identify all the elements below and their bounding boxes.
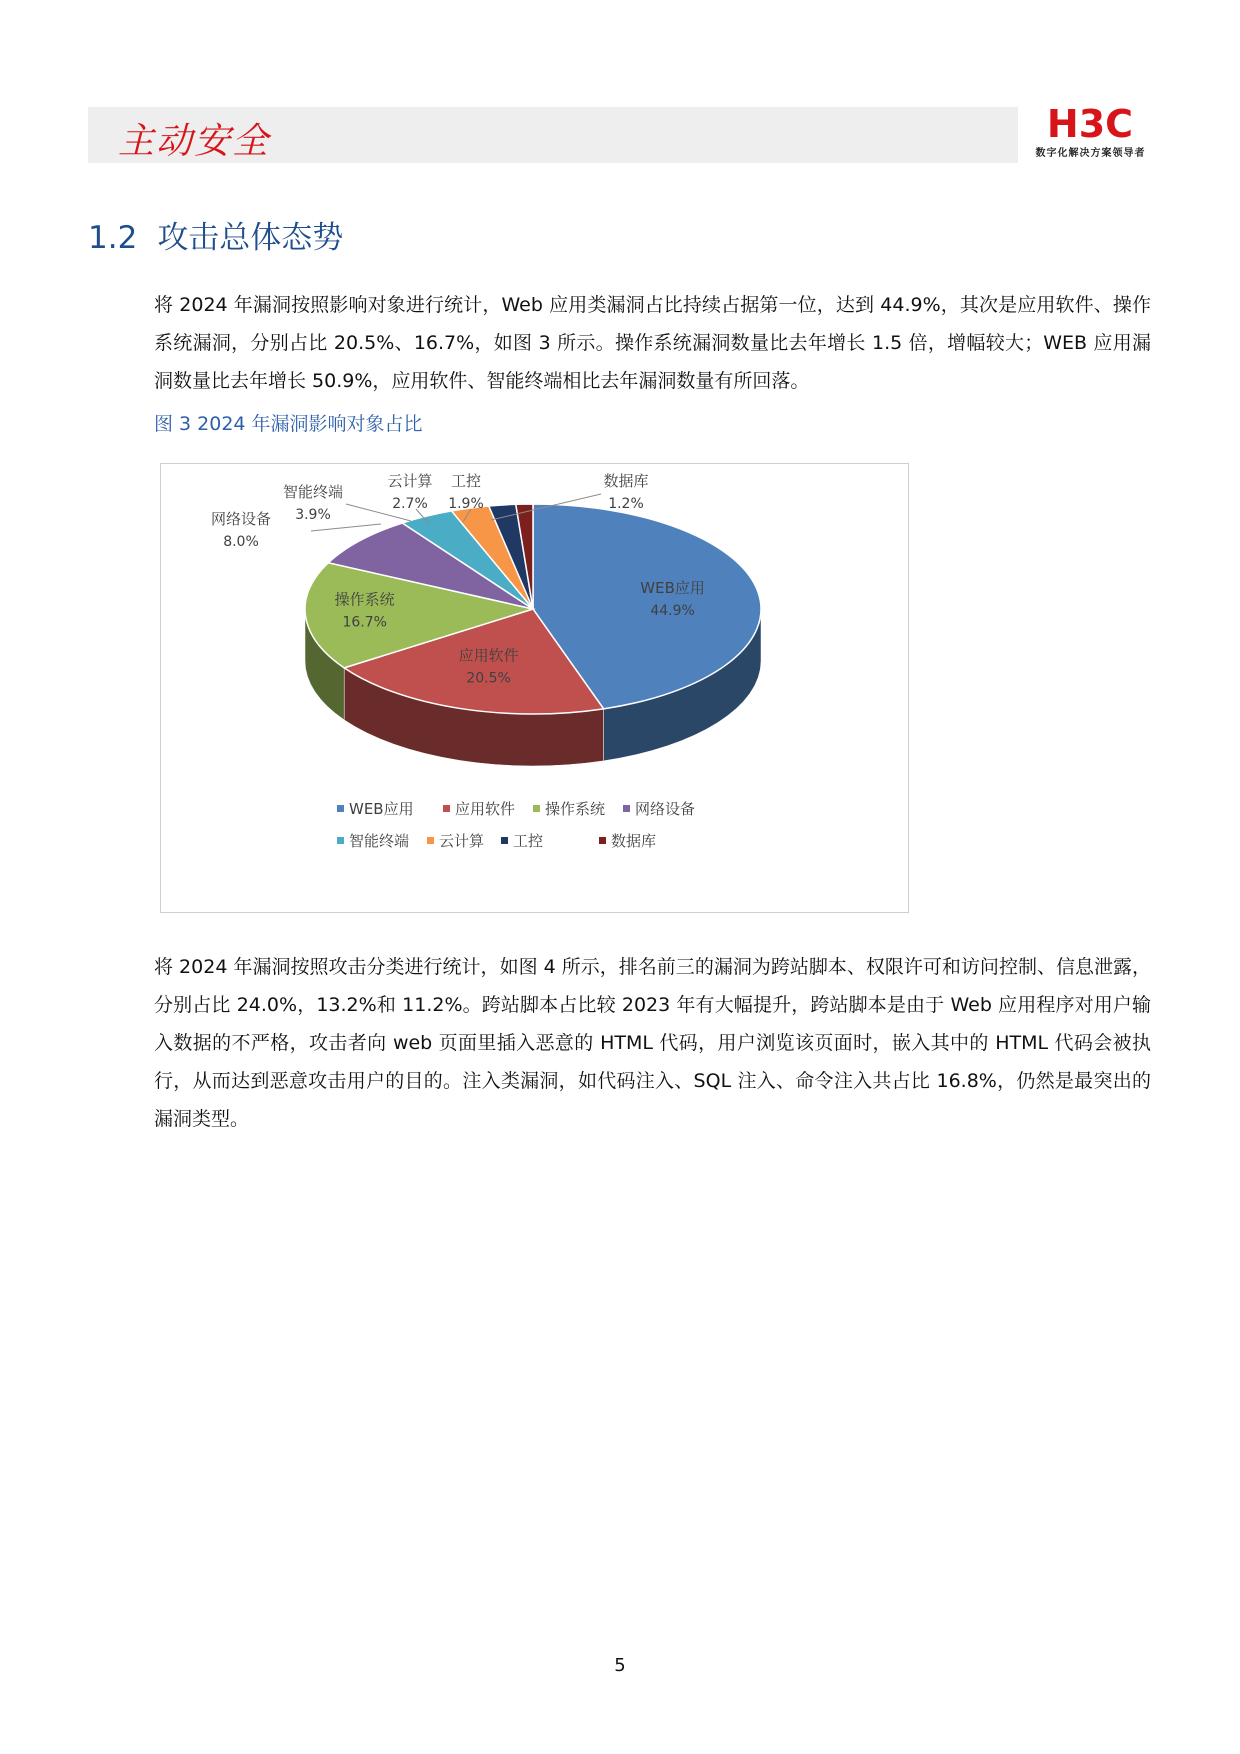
legend-swatch-7: [599, 837, 606, 844]
pie-chart: [161, 464, 908, 912]
legend-label-6: 工控: [513, 832, 544, 850]
slice-value-7: 1.2%: [608, 496, 644, 512]
slice-label-6: 工控: [450, 472, 482, 490]
page-number: 5: [614, 1655, 626, 1676]
slice-label-1: 应用软件: [458, 646, 519, 665]
section-title: 攻击总体态势: [157, 220, 344, 256]
logo-tagline: 数字化解决方案领导者: [1035, 148, 1146, 159]
logo-text: H3C: [1046, 104, 1134, 144]
legend-label-3: 网络设备: [635, 800, 696, 818]
slice-label-5: 云计算: [387, 472, 433, 490]
h3c-logo-mark: [1028, 104, 1153, 144]
slice-label-0: WEB应用: [640, 578, 705, 597]
legend-label-2: 操作系统: [545, 800, 606, 818]
legend-swatch-4: [337, 837, 344, 844]
legend-label-0: WEB应用: [349, 800, 414, 818]
paragraph-1: 将 2024 年漏洞按照影响对象进行统计，Web 应用类漏洞占比持续占据第一位，达到 44.9%，其次是应用软件、操作系统漏洞，分别占比 20.5%、16.7%，如图 3 所示。操作系统漏洞数量比去年增长 1.5 倍，增幅较大；WEB 应用漏洞数量比去年增长 50.9%，应用软件、智能终端相比去年漏洞数量有所回落。: [154, 294, 1151, 392]
h3c-logo: [1028, 104, 1153, 162]
legend-swatch-2: [533, 805, 540, 812]
legend-swatch-3: [623, 805, 630, 812]
slice-value-1: 20.5%: [466, 670, 511, 687]
slice-label-7: 数据库: [603, 472, 649, 490]
slice-value-4: 3.9%: [295, 507, 331, 523]
legend-label-1: 应用软件: [455, 800, 516, 818]
legend-label-4: 智能终端: [349, 832, 410, 850]
leader-line-3: [311, 524, 381, 531]
legend-swatch-1: [443, 805, 450, 812]
slice-label-4: 智能终端: [282, 483, 344, 501]
slice-label-2: 操作系统: [334, 590, 395, 609]
figure-caption: 图 3 2024 年漏洞影响对象占比: [154, 413, 423, 435]
legend-swatch-6: [501, 837, 508, 844]
section-heading: [88, 212, 343, 257]
pie-chart-frame: [160, 463, 909, 913]
legend-swatch-5: [427, 837, 434, 844]
legend-label-5: 云计算: [439, 832, 485, 850]
slice-value-3: 8.0%: [223, 534, 259, 550]
slice-value-5: 2.7%: [392, 496, 428, 512]
section-number: 1.2: [88, 220, 138, 256]
legend-label-7: 数据库: [611, 832, 657, 850]
slice-value-0: 44.9%: [650, 602, 695, 619]
slice-value-6: 1.9%: [448, 496, 484, 512]
paragraph-2: 将 2024 年漏洞按照攻击分类进行统计，如图 4 所示，排名前三的漏洞为跨站脚本、权限许可和访问控制、信息泄露，分别占比 24.0%，13.2%和 11.2%。跨站脚本占比较 2023 年有大幅提升，跨站脚本是由于 Web 应用程序对用户输入数据的不严格，攻击者向 web 页面里插入恶意的 HTML 代码，用户浏览该页面时，嵌入其中的 HTML 代码会被执行，从而达到恶意攻击用户的目的。注入类漏洞，如代码注入、SQL 注入、命令注入共占比 16.8%，仍然是最突出的漏洞类型。: [154, 956, 1151, 1130]
slice-value-2: 16.7%: [342, 614, 387, 631]
slice-label-3: 网络设备: [210, 510, 272, 528]
legend-swatch-0: [337, 805, 344, 812]
header-title: 主动安全: [118, 121, 271, 162]
header-bar: [88, 107, 1018, 163]
